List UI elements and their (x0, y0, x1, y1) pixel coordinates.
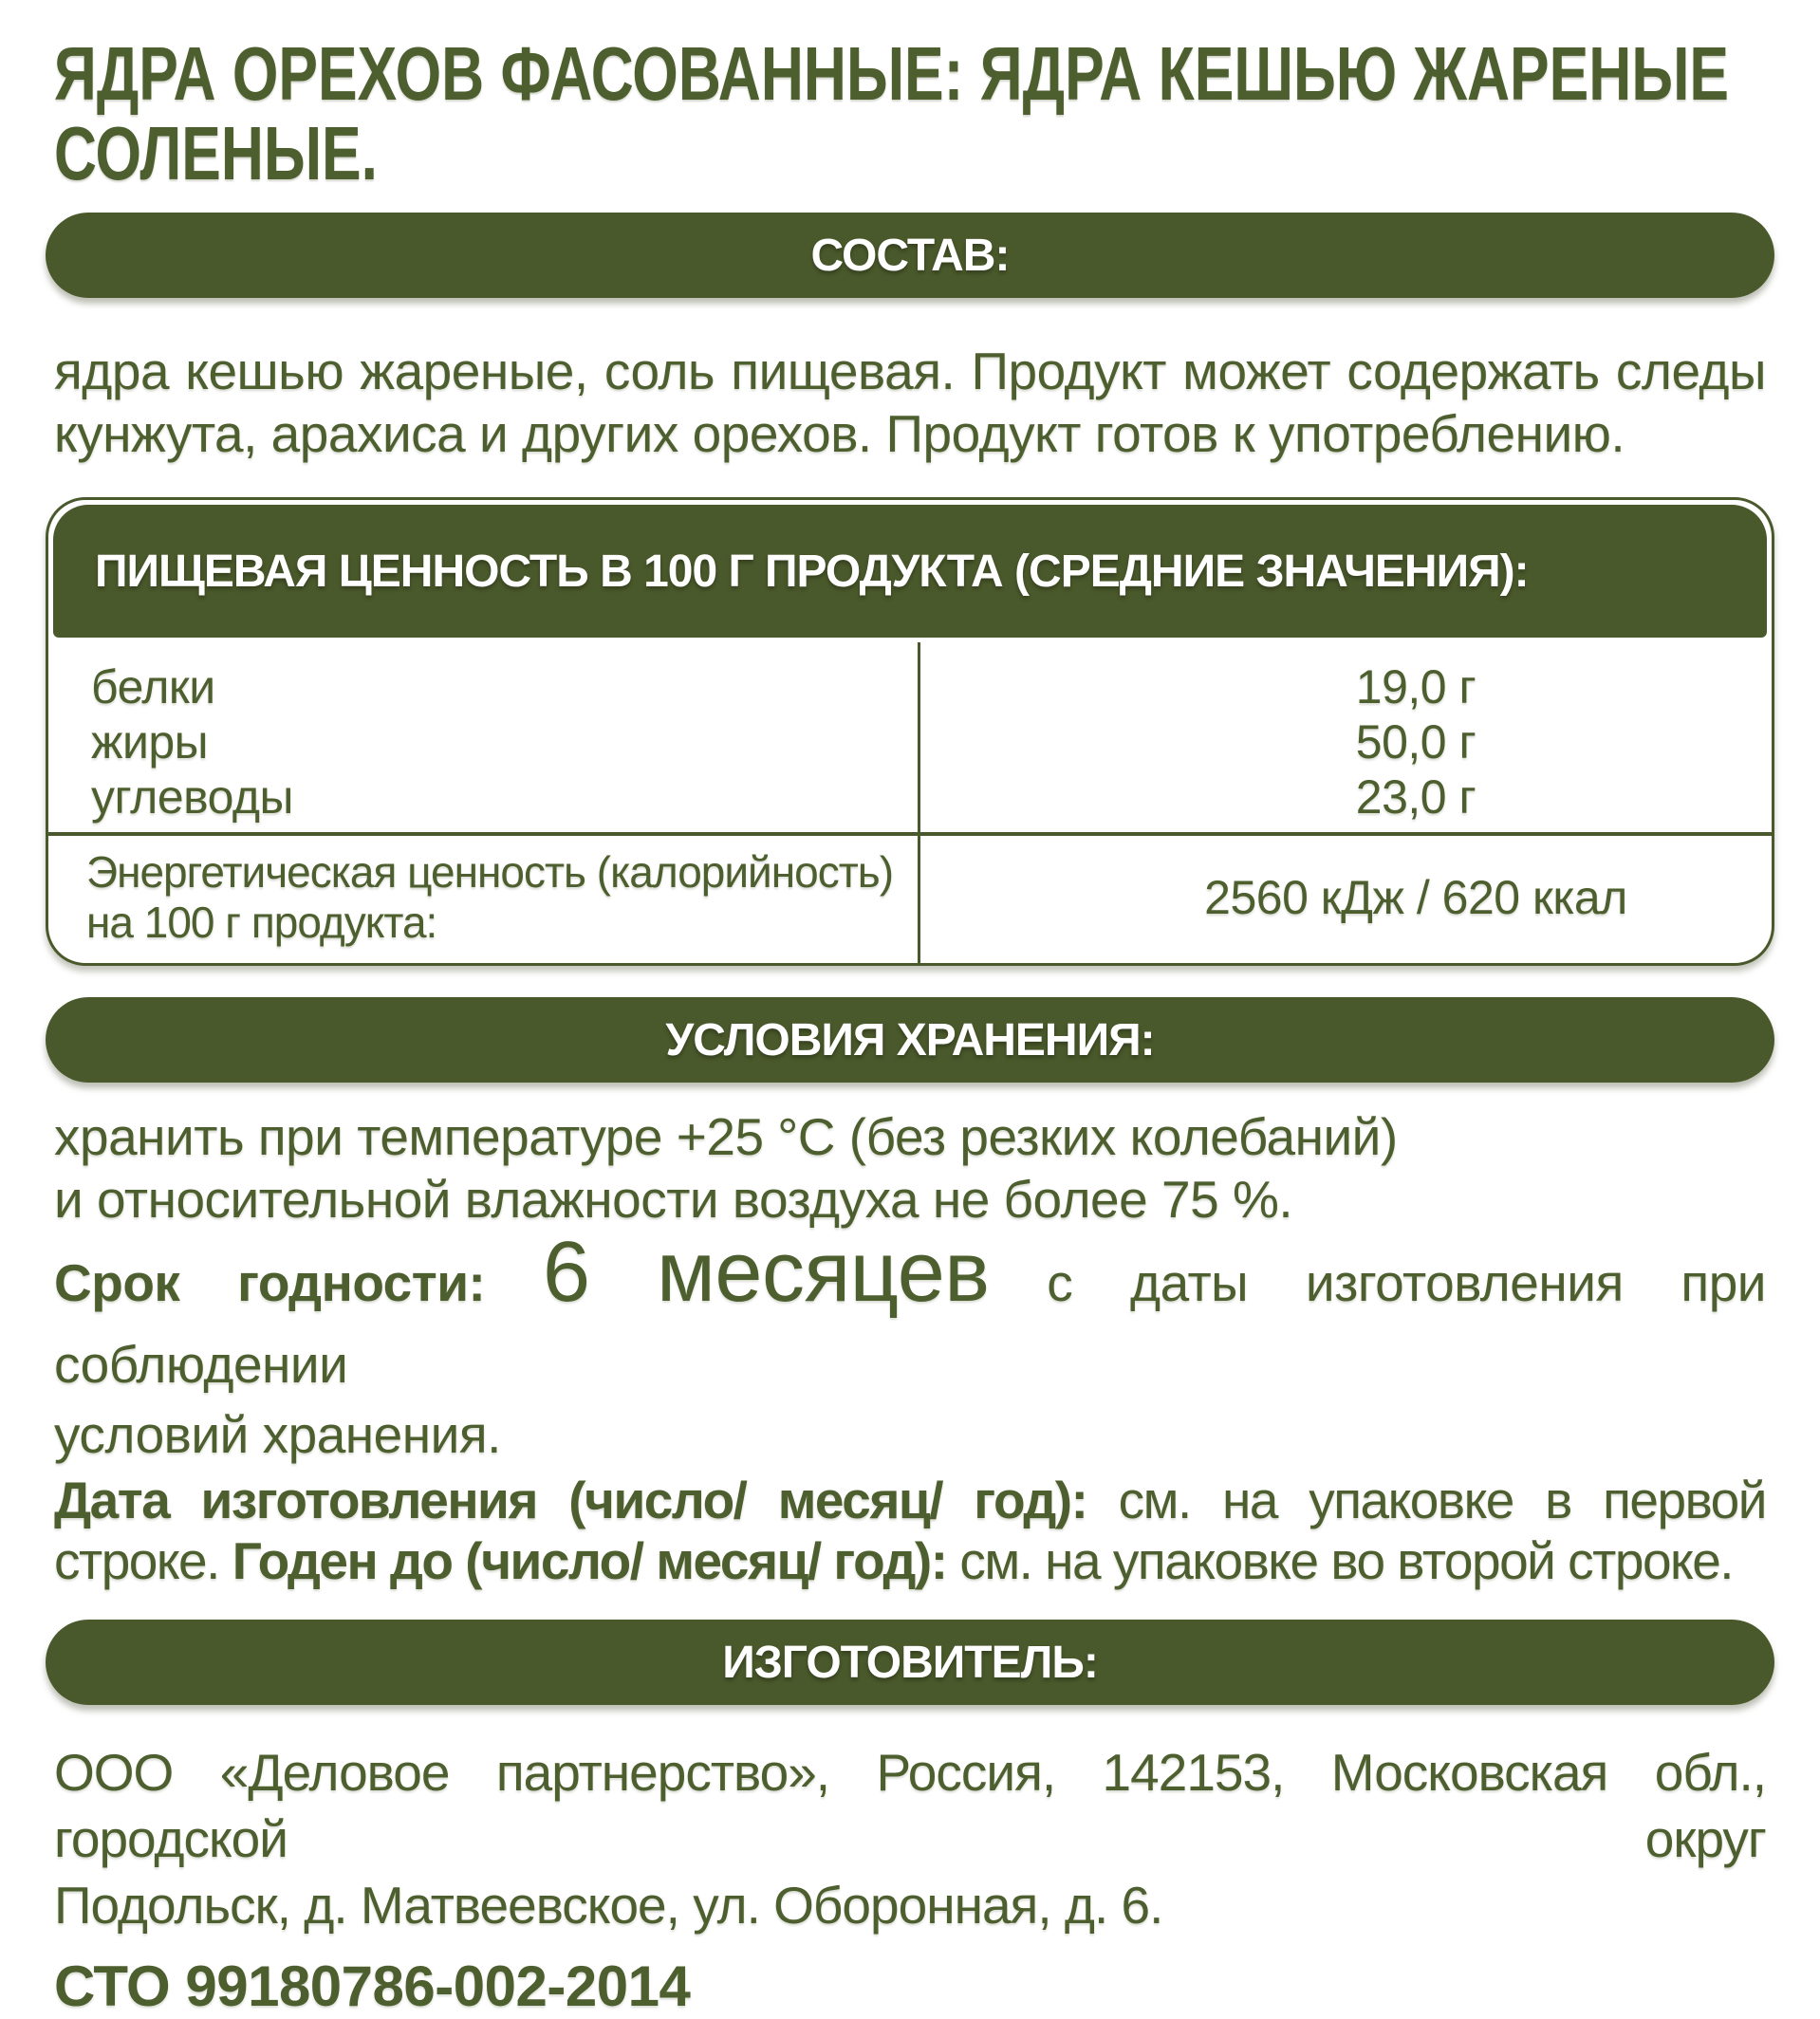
manufacturer-line2: Подольск, д. Матвеевское, ул. Оборонная, д. 6. (54, 1876, 1163, 1935)
storage-header-label: УСЛОВИЯ ХРАНЕНИЯ: (665, 1014, 1155, 1065)
storage-text-line2: и относительной влажности воздуха не более 75 %. (54, 1170, 1293, 1229)
nutrition-value-fat: 50,0 г (1355, 715, 1476, 769)
dates-text (54, 1470, 1766, 1591)
manufacturer-header-label: ИЗГОТОВИТЕЛЬ: (722, 1637, 1098, 1688)
nutrition-box (46, 497, 1774, 966)
nutrition-energy-label-line1: Энергетическая ценность (калорийность) (86, 847, 894, 897)
nutrition-table (48, 642, 1772, 963)
nutrition-energy-row (48, 836, 1772, 963)
nutrition-energy-value: 2560 кДж / 620 ккал (1204, 871, 1627, 924)
expiry-date-value: см. на упаковке во второй строке. (959, 1531, 1734, 1590)
shelf-life-suffix2: условий хранения. (54, 1405, 501, 1464)
nutrition-macro-rows (48, 642, 1772, 832)
shelf-life-label: Срок годности: (54, 1253, 486, 1312)
storage-text-line1: хранить при температуре +25 °С (без резких колебаний) (54, 1107, 1398, 1166)
product-title-line1: ЯДРА ОРЕХОВ ФАСОВАННЫЕ: ЯДРА КЕШЬЮ ЖАРЕНЫЕ (54, 31, 1730, 116)
nutrition-table-vertical-divider (918, 642, 920, 963)
dates-line2 (54, 1530, 1766, 1591)
composition-header-banner (46, 213, 1774, 298)
product-title (54, 31, 1766, 195)
nutrition-energy-label (48, 847, 918, 948)
made-date-value: см. на упаковке в первой (1118, 1471, 1766, 1529)
nutrition-energy-value-cell (918, 870, 1772, 925)
storage-text (54, 1105, 1766, 1231)
composition-text (54, 340, 1766, 465)
storage-header-banner (46, 997, 1774, 1083)
nutrition-label-protein: белки (91, 660, 215, 713)
dates-line2-start: строке. (54, 1531, 219, 1590)
nutrition-energy-label-line2: на 100 г продукта: (86, 898, 437, 947)
standard-number: СТО 99180786-002-2014 (54, 1954, 691, 2018)
expiry-date-label: Годен до (число/ месяц/ год): (232, 1531, 947, 1590)
nutrition-value-carbs: 23,0 г (1355, 770, 1476, 824)
shelf-life-line (54, 1225, 1767, 1405)
manufacturer-text (54, 1739, 1766, 1938)
nutrition-macro-values (918, 659, 1772, 824)
made-date-label: Дата изготовления (число/ месяц/ год): (54, 1471, 1087, 1529)
nutrition-label-carbs: углеводы (91, 770, 293, 824)
composition-header-label: СОСТАВ: (810, 230, 1010, 281)
nutrition-label-fat: жиры (91, 715, 209, 769)
nutrition-header-band (53, 505, 1767, 638)
composition-text-line1: ядра кешью жареные, соль пищевая. Продукт может содержать следы (54, 342, 1766, 400)
composition-text-line2: кунжута, арахиса и других орехов. Продукт готов к употреблению. (54, 404, 1625, 463)
product-title-line2: СОЛЕНЫЕ. (54, 111, 379, 195)
manufacturer-line1: ООО «Деловое партнерство», Россия, 142153, Московская обл., городской округ (54, 1743, 1766, 1868)
nutrition-macro-labels (48, 659, 918, 824)
dates-line1 (54, 1470, 1766, 1530)
nutrition-header-label: ПИЩЕВАЯ ЦЕННОСТЬ В 100 Г ПРОДУКТА (СРЕДНИЕ ЗНАЧЕНИЯ): (95, 546, 1529, 597)
nutrition-value-protein: 19,0 г (1355, 660, 1476, 713)
shelf-life-suffix: с даты изготовления при соблюдении (54, 1253, 1767, 1394)
manufacturer-header-banner (46, 1620, 1774, 1705)
shelf-life-value: 6 месяцев (543, 1225, 990, 1320)
